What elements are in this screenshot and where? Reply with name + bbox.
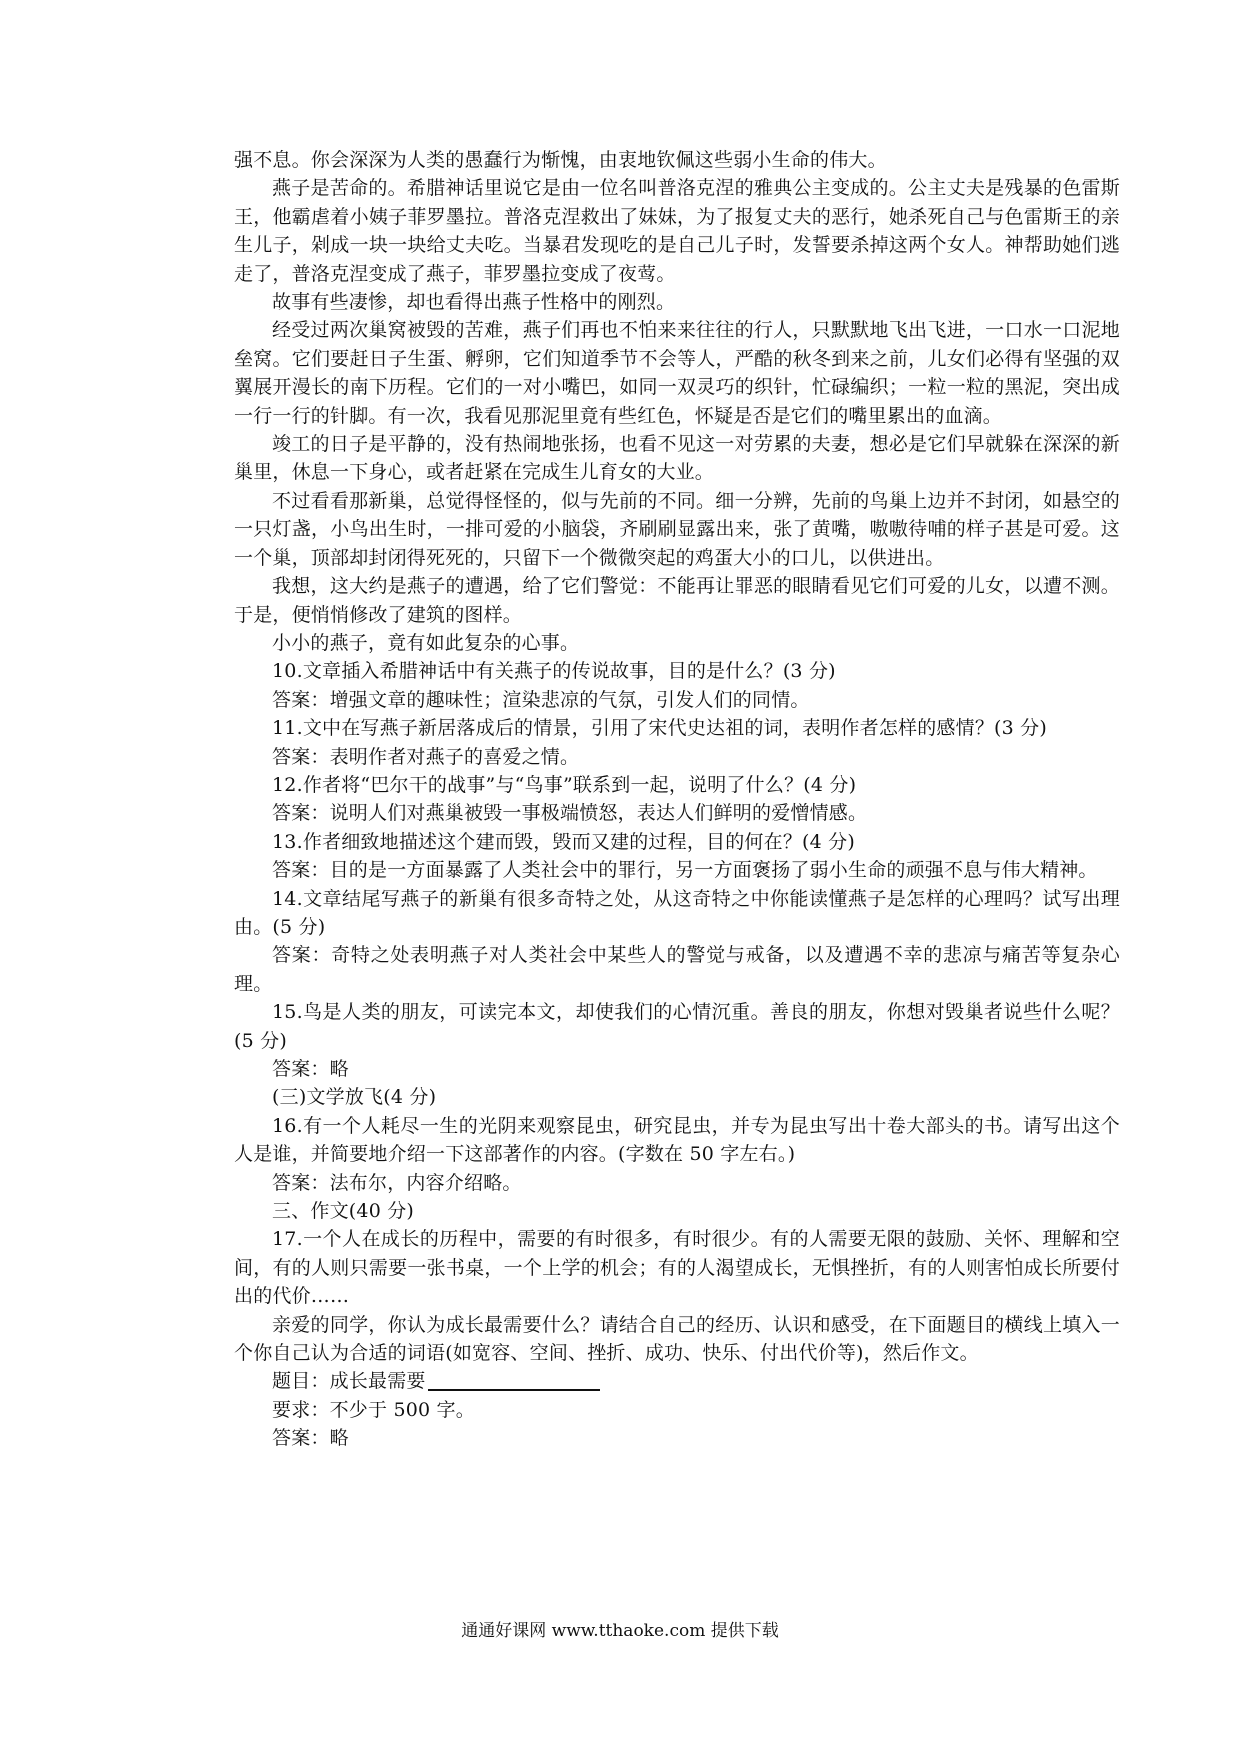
paragraph: 亲爱的同学，你认为成长最需要什么？请结合自己的经历、认识和感受，在下面题目的横线上填入一个你自己认为合适的词语(如宽容、空间、挫折、成功、快乐、付出代价等)，然后作文。 — [234, 1313, 1120, 1365]
title-blank-line — [428, 1369, 600, 1391]
paragraph: 答案：奇特之处表明燕子对人类社会中某些人的警觉与戒备，以及遭遇不幸的悲凉与痛苦等复杂心理。 — [234, 944, 1120, 995]
paragraph-list — [234, 146, 1120, 1367]
paragraph: 11.文中在写燕子新居落成后的情景，引用了宋代史达祖的词，表明作者怎样的感情？(3 分) — [272, 717, 1047, 740]
paragraph: 经受过两次巢窝被毁的苦难，燕子们再也不怕来来往往的行人，只默默地飞出飞进，一口水一口泥地垒窝。它们要赶日子生蛋、孵卵，它们知道季节不会等人，严酷的秋冬到来之前，儿女们必得有坚强的双翼展开漫长的南下历程。它们的一对小嘴巴，如同一双灵巧的织针，忙碌编织；一粒一粒的黑泥，突出成一行一行的针脚。有一次，我看见那泥里竟有些红色，怀疑是否是它们的嘴里累出的血滴。 — [234, 319, 1120, 427]
paragraph: 小小的燕子，竟有如此复杂的心事。 — [272, 631, 580, 654]
paragraph: 故事有些凄惨，却也看得出燕子性格中的刚烈。 — [272, 291, 676, 314]
paragraph: 答案：增强文章的趣味性；渲染悲凉的气氛，引发人们的同情。 — [272, 688, 810, 711]
paragraph: 15.鸟是人类的朋友，可读完本文，却使我们的心情沉重。善良的朋友，你想对毁巢者说些什么呢？(5 分) — [234, 1001, 1120, 1052]
paragraph: (三)文学放飞(4 分) — [272, 1086, 437, 1109]
essay-answer: 答案：略 — [272, 1427, 349, 1450]
paragraph: 答案：目的是一方面暴露了人类社会中的罪行，另一方面褒扬了弱小生命的顽强不息与伟大精神。 — [272, 859, 1098, 882]
document-body — [234, 146, 1120, 1453]
paragraph: 10.文章插入希腊神话中有关燕子的传说故事，目的是什么？(3 分) — [272, 660, 836, 683]
paragraph: 12.作者将“巴尔干的战事”与“鸟事”联系到一起，说明了什么？(4 分) — [272, 773, 857, 796]
paragraph: 答案：表明作者对燕子的喜爱之情。 — [272, 745, 580, 768]
paragraph: 燕子是苦命的。希腊神话里说它是由一位名叫普洛克涅的雅典公主变成的。公主丈夫是残暴的色雷斯王，他霸虐着小姨子菲罗墨拉。普洛克涅救出了妹妹，为了报复丈夫的恶行，她杀死自己与色雷斯王的亲生儿子，剁成一块一块给丈夫吃。当暴君发现吃的是自己儿子时，发誓要杀掉这两个女人。神帮助她们逃走了，普洛克涅变成了燕子，菲罗墨拉变成了夜莺。 — [234, 177, 1120, 285]
paragraph: 17.一个人在成长的历程中，需要的有时很多，有时很少。有的人需要无限的鼓励、关怀、理解和空间，有的人则只需要一张书桌，一个上学的机会；有的人渴望成长，无惧挫折，有的人则害怕成长所要付出的代价…… — [234, 1228, 1120, 1308]
paragraph: 竣工的日子是平静的，没有热闹地张扬，也看不见这一对劳累的夫妻，想必是它们早就躲在深深的新巢里，休息一下身心，或者赶紧在完成生儿育女的大业。 — [234, 433, 1120, 484]
paragraph: 强不息。你会深深为人类的愚蠢行为惭愧，由衷地钦佩这些弱小生命的伟大。 — [234, 149, 887, 171]
paragraph: 13.作者细致地描述这个建而毁，毁而又建的过程，目的何在？(4 分) — [272, 830, 855, 853]
paragraph: 答案：法布尔，内容介绍略。 — [272, 1171, 522, 1194]
essay-requirement: 要求：不少于 500 字。 — [272, 1398, 475, 1421]
essay-title-label: 题目：成长最需要 — [272, 1370, 426, 1393]
paragraph: 不过看看那新巢，总觉得怪怪的，似与先前的不同。细一分辨，先前的鸟巢上边并不封闭，如悬空的一只灯盏，小鸟出生时，一排可爱的小脑袋，齐刷刷显露出来，张了黄嘴，嗷嗷待哺的样子甚是可爱。这一个巢，顶部却封闭得死死的，只留下一个微微突起的鸡蛋大小的口儿，以供进出。 — [234, 489, 1120, 569]
paragraph: 16.有一个人耗尽一生的光阴来观察昆虫，研究昆虫，并专为昆虫写出十卷大部头的书。请写出这个人是谁，并简要地介绍一下这部著作的内容。(字数在 50 字左右。) — [234, 1114, 1120, 1166]
essay-title-line — [234, 1367, 1120, 1395]
page-footer: 通通好课网 www.tthaoke.com 提供下载 — [461, 1621, 779, 1641]
paragraph: 14.文章结尾写燕子的新巢有很多奇特之处，从这奇特之中你能读懂燕子是怎样的心理吗？试写出理由。(5 分) — [234, 887, 1120, 938]
paragraph: 我想，这大约是燕子的遭遇，给了它们警觉：不能再让罪恶的眼睛看见它们可爱的儿女，以遭不测。于是，便悄悄修改了建筑的图样。 — [234, 575, 1120, 626]
paragraph: 答案：说明人们对燕巢被毁一事极端愤怒，表达人们鲜明的爱憎情感。 — [272, 802, 868, 825]
paragraph: 答案：略 — [272, 1058, 349, 1080]
paragraph: 三、作文(40 分) — [272, 1200, 415, 1223]
